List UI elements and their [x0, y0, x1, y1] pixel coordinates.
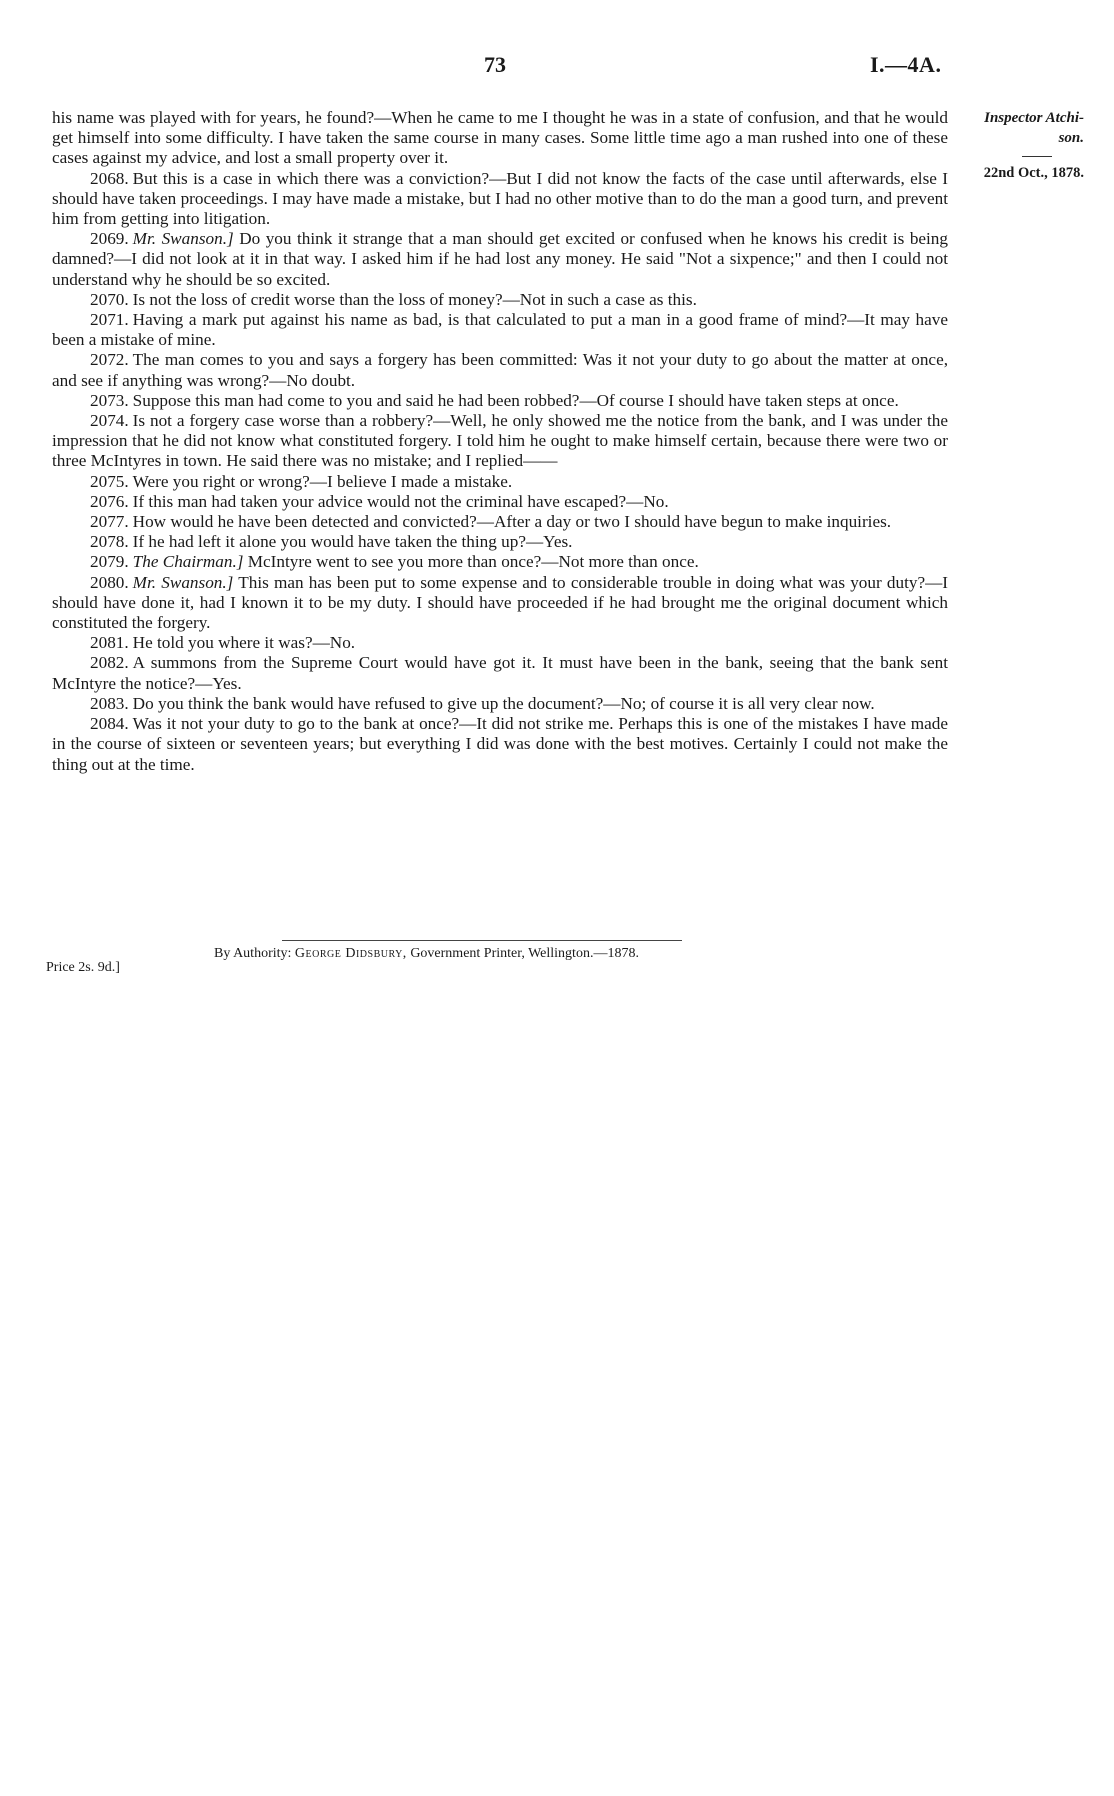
paragraph-text: How would he have been detected and convicted?—After a day or two I should have begun to make inquiries.	[132, 512, 892, 532]
question-number: 2077.	[90, 512, 129, 532]
question-number: 2074.	[90, 411, 129, 431]
question-number: 2079.	[90, 552, 129, 572]
paragraph-text: This man has been put to some expense and to considerable trouble in doing what was your duty?—I should have done it, had I known it to be my duty. I should have proceeded if he had brought me the original document which constituted the forgery.	[52, 572, 948, 633]
body-text	[52, 108, 948, 775]
paragraph-text: Is not the loss of credit worse than the loss of money?—Not in such a case as this.	[132, 289, 697, 309]
authority-prefix: By Authority:	[214, 946, 292, 961]
paragraph-2069	[52, 229, 948, 290]
paragraph-text: If he had left it alone you would have taken the thing up?—Yes.	[132, 532, 573, 552]
paragraph-text: If this man had taken your advice would not the criminal have escaped?—No.	[132, 491, 669, 511]
margin-note	[950, 108, 1084, 183]
question-number: 2071.	[90, 310, 129, 330]
question-number: 2068.	[90, 168, 129, 188]
margin-note-name-line1: Inspector Atchi-	[984, 110, 1084, 126]
paragraph-text: Suppose this man had come to you and said he had been robbed?—Of course I should have taken steps at once.	[132, 390, 899, 410]
paragraph-text: Was it not your duty to go to the bank at once?—It did not strike me. Perhaps this is one of the mistakes I have made in the course of sixteen or seventeen years; but everything I did was done with the best motives. Certainly I could not make the thing out at the time.	[52, 714, 948, 774]
paragraph-text: A summons from the Supreme Court would have got it. It must have been in the bank, seeing that the bank sent McIntyre the notice?—Yes.	[52, 653, 948, 693]
paragraph-2078	[52, 532, 948, 552]
paragraph-2068	[52, 169, 948, 230]
question-number: 2072.	[90, 350, 129, 370]
paragraph-2081	[52, 633, 948, 653]
paragraph-text: He told you where it was?—No.	[132, 633, 356, 653]
paragraph-2073	[52, 391, 948, 411]
paragraph-text: his name was played with for years, he found?—When he came to me I thought he was in a state of confusion, and that he would get himself into some difficulty. I have taken the same course in many cases. Some little time ago a man rushed into one of these cases against my advice, and lost a small property over it.	[52, 108, 948, 168]
price-label: Price 2s. 9d.]	[46, 960, 120, 975]
paragraph-text: Is not a forgery case worse than a robbery?—Well, he only showed me the notice from the bank, and I was under the impression that he did not know what constituted forgery. I told him he ought to make himself certain, because there were two or three McIntyres in town. He said there was no mistake; and I replied——	[52, 411, 948, 471]
paragraph-text: McIntyre went to see you more than once?—Not more than once.	[247, 552, 699, 572]
speaker-name: The Chairman.]	[132, 552, 244, 572]
paragraph-text: But this is a case in which there was a conviction?—But I did not know the facts of the case until afterwards, else I should have taken proceedings. I may have made a mistake, but I had no other motive than to do the man a good turn, and prevent him from getting into litigation.	[52, 168, 948, 229]
footer-rule	[282, 940, 682, 941]
paragraph-text: The man comes to you and says a forgery has been committed: Was it not your duty to go about the matter at once, and see if anything was wrong?—No doubt.	[52, 350, 948, 390]
margin-note-rule	[1022, 156, 1052, 157]
question-number: 2083.	[90, 693, 129, 713]
speaker-name: Mr. Swanson.]	[132, 572, 234, 592]
page-code: I.—4A.	[870, 52, 942, 77]
margin-note-date: 22nd Oct., 1878.	[983, 165, 1084, 181]
paragraph-2079	[52, 552, 948, 572]
paragraph-2072	[52, 350, 948, 390]
question-number: 2075.	[90, 471, 129, 491]
paragraph-2083	[52, 694, 948, 714]
paragraph-text: Do you think it strange that a man should get excited or confused when he knows his credit is being damned?—I did not look at it in that way. I asked him if he had lost any money. He said "Not a sixpence;" and then I could not understand why he should be so excited.	[52, 229, 948, 289]
paragraph-2071	[52, 310, 948, 350]
speaker-name: Mr. Swanson.]	[132, 229, 234, 249]
paragraph-text: Do you think the bank would have refused to give up the document?—No; of course it is all very clear now.	[132, 693, 875, 713]
paragraph-continuation	[52, 108, 948, 169]
question-number: 2073.	[90, 390, 129, 410]
printer-imprint	[214, 946, 639, 962]
question-number: 2084.	[90, 714, 129, 734]
paragraph-text: Having a mark put against his name as bad, is that calculated to put a man in a good frame of mind?—It may have been a mistake of mine.	[52, 310, 948, 350]
question-number: 2080.	[90, 572, 129, 592]
paragraph-2084	[52, 714, 948, 775]
paragraph-2070	[52, 290, 948, 310]
question-number: 2078.	[90, 532, 129, 552]
question-number: 2070.	[90, 289, 129, 309]
paragraph-2077	[52, 512, 948, 532]
authority-suffix: Government Printer, Wellington.—1878.	[410, 946, 639, 961]
page-number: 73	[484, 52, 506, 77]
printer-name: George Didsbury,	[294, 946, 407, 961]
question-number: 2082.	[90, 653, 129, 673]
paragraph-2075	[52, 472, 948, 492]
question-number: 2081.	[90, 633, 129, 653]
margin-note-name-line2: son.	[1058, 130, 1084, 146]
paragraph-2080	[52, 573, 948, 634]
paragraph-text: Were you right or wrong?—I believe I made a mistake.	[132, 471, 513, 491]
question-number: 2069.	[90, 229, 129, 249]
question-number: 2076.	[90, 491, 129, 511]
paragraph-2076	[52, 492, 948, 512]
paragraph-2074	[52, 411, 948, 472]
paragraph-2082	[52, 653, 948, 693]
